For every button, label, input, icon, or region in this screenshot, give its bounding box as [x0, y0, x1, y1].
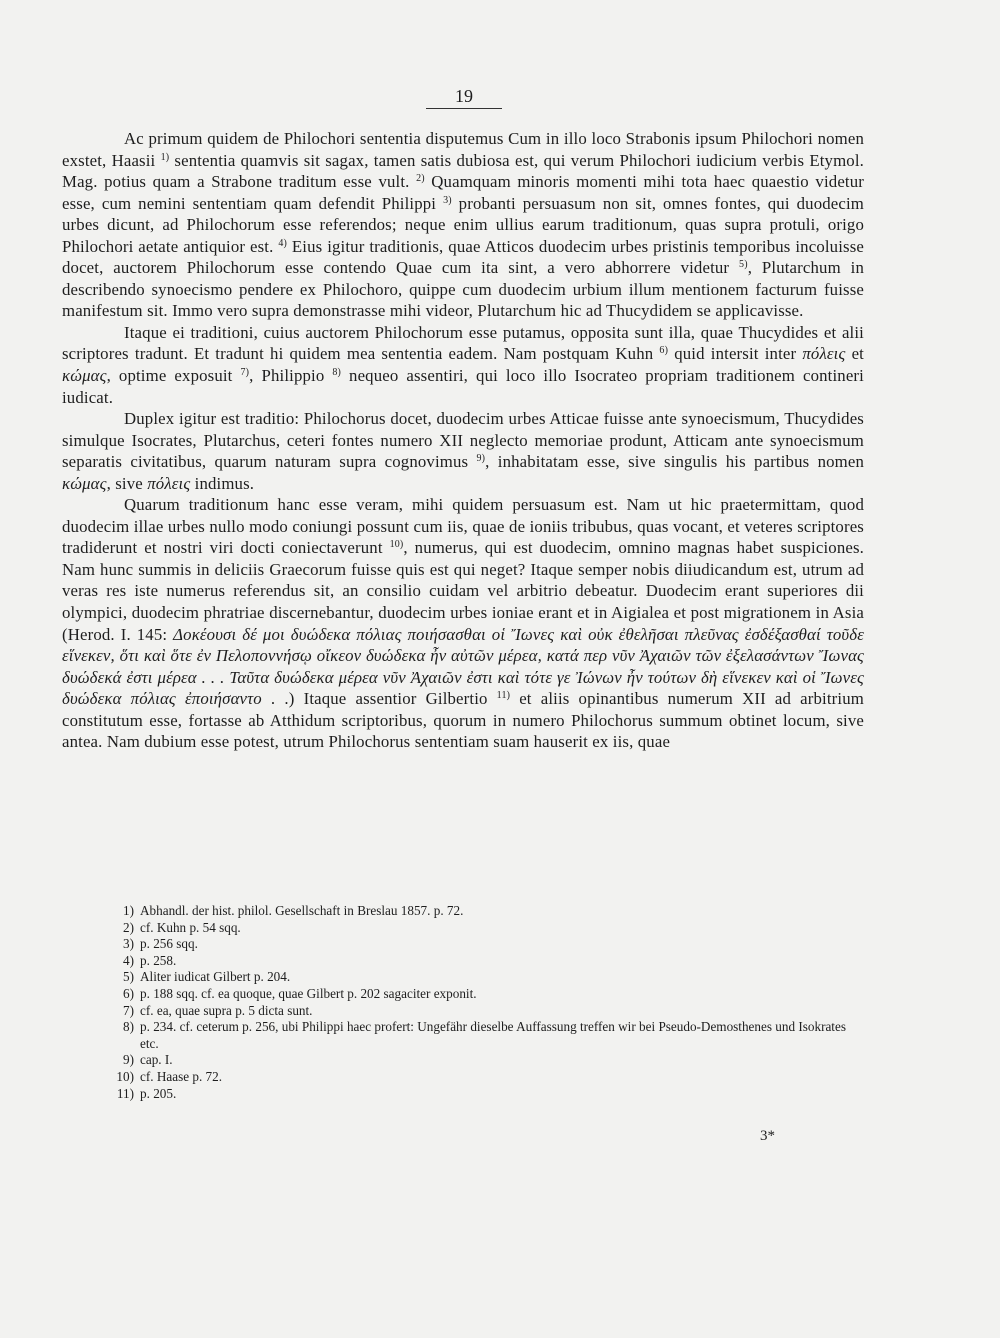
footnote	[106, 1003, 866, 1020]
text-run: quid intersit inter	[668, 344, 803, 364]
footnote	[106, 1052, 866, 1069]
footnote-reference: 6)	[659, 345, 669, 357]
body-text	[62, 128, 864, 753]
paragraph	[62, 128, 864, 322]
footnote-number: 4)	[123, 952, 134, 968]
footnote-text: Aliter iudicat Gilbert p. 204.	[140, 969, 291, 985]
greek-text: πόλεις	[802, 344, 846, 364]
text-run: , Philippio	[249, 366, 333, 386]
footnote-number: 2)	[123, 919, 134, 935]
text-run: , optime exposuit	[106, 366, 241, 386]
text-run: nequeo assentiri, qui loco illo Isocrateo propriam traditionem contineri iudicat.	[62, 366, 864, 407]
text-run: indimus.	[190, 473, 255, 493]
greek-text: κώμας	[62, 366, 107, 386]
text-run: Itaque ei traditioni, cuius auctorem Philochorum esse putamus, opposita sunt illa, quae Thucydides et alii scriptores tradunt. Et tradunt hi quidem mea sententia eadem. Nam postquam Kuhn	[62, 322, 864, 364]
text-run: et	[845, 344, 864, 364]
footnote-text: p. 188 sqq. cf. ea quoque, quae Gilbert p. 202 sagaciter exponit.	[140, 985, 477, 1001]
footnote-text: p. 258.	[140, 952, 177, 968]
footnote-text: cf. Haase p. 72.	[140, 1068, 223, 1084]
footnotes	[106, 903, 866, 1102]
footnote-text: p. 205.	[140, 1085, 177, 1101]
footnote	[106, 936, 866, 953]
footnote-reference: 5)	[739, 259, 748, 271]
page-number: 19	[426, 86, 502, 109]
text-run: Quarum traditionum hanc esse veram, mihi quidem persuasum est. Nam ut hic praetermittam, quod duodecim illae urbes nullo modo coniungi possunt cum iis, quae de ioniis tribubus, quas vocant, et veteres scriptores tradiderunt et nostri viri docti coniectaverunt	[62, 495, 864, 558]
text-run: . .) Itaque assentior Gilbertio	[261, 689, 497, 709]
footnote	[106, 953, 866, 970]
footnote-text: p. 234. cf. ceterum p. 256, ubi Philippi haec profert: Ungefähr dieselbe Auffassung treffen wir bei Pseudo-Demosthenes und Isokrates etc.	[140, 1019, 846, 1051]
footnote-text: p. 256 sqq.	[140, 936, 198, 952]
text-run: probanti persuasum non sit, omnes fontes, qui duodecim urbes dicunt, ad Philochorum esse referendos; neque enim ullius earum traditionum, quas supra protuli, origo Philochori aetate antiquior est.	[62, 193, 864, 256]
footnote-reference: 11)	[496, 690, 511, 702]
text-run: , Plutarchum in describendo synoecismo pendere ex Philochoro, quippe cum duodecim urbium illum mentionem facturum fuisse manifestum sit. Immo vero supra demonstrasse mihi videor, Plutarchum hic ad Thucydidem se applicavisse.	[62, 258, 865, 321]
footnote-text: Abhandl. der hist. philol. Gesellschaft in Breslau 1857. p. 72.	[140, 903, 464, 918]
text-run: , numerus, qui est duodecim, omnino magnas habet suspiciones. Nam hunc summis in deliciis Graecorum fuisse quis est qui neget? Itaque semper nobis diiudicandum est, utrum ad veras res iste numerus referendus sit, an consilio cuidam vel arbitrio debeatur. Duodecim erant superiores dii olympici, duodecim phratriae discernebantur, duodecim urbes ioniae erant et in Aigialea et post migrationem in Asia (Herod. I. 145:	[62, 538, 864, 644]
text-run: Eius igitur traditionis, quae Atticos duodecim urbes pristinis temporibus incoluisse docet, auctorem Philochorum esse contendo Quae cum ita sint, a vero abhorrere videtur	[62, 236, 864, 278]
footnote	[106, 920, 866, 937]
text-run: , sive	[106, 473, 148, 493]
paragraph	[62, 494, 864, 753]
signature-mark: 3*	[760, 1128, 775, 1144]
greek-text: πόλεις	[147, 473, 191, 493]
text-run: sententia quamvis sit sagax, tamen satis dubiosa est, qui verum Philochori iudicium verbis Etymol. Mag. potius quam a Strabone traditum esse vult.	[62, 150, 864, 192]
footnote-reference: 7)	[240, 367, 250, 379]
footnote-reference: 2)	[416, 173, 425, 185]
footnote	[106, 969, 866, 986]
footnote-number: 1)	[123, 903, 134, 918]
text-run: Ac primum quidem de Philochori sententia disputemus Cum in illo loco Strabonis ipsum Philochori nomen exstet, Haasii	[62, 129, 864, 170]
footnote-reference: 4)	[278, 237, 287, 249]
footnote	[106, 1086, 866, 1103]
greek-text: Δοκέουσι δέ μοι δυώδεκα πόλιας ποιήσασθαι οἱ Ἴωνες καὶ οὐκ ἐθελῆσαι πλεῦνας ἐσδέξασθαί τοῦδε εἵνεκεν, ὅτι καὶ ὅτε ἐν Πελοποννήσῳ οἴκεον δυώδεκα ἦν αὐτῶν μέρεα, κατά περ νῦν Ἀχαιῶν τῶν ἐξελασάντων Ἴωνας δυώδεκά ἐστι μέρεα . . . Ταῦτα δυώδεκα μέρεα νῦν Ἀχαιῶν ἐστι καὶ τότε γε Ἰώνων ἦν τούτων δὴ εἵνεκεν καὶ οἱ Ἴωνες δυώδεκα πόλιας ἐποιήσαντο	[62, 624, 865, 709]
footnote-number: 7)	[123, 1002, 134, 1018]
footnote-reference: 1)	[160, 151, 170, 163]
text-run: et aliis opinantibus numerum XII ad arbitrium constitutum esse, fortasse ab Atthidum scriptoribus, quorum in numero Philochorus summum obtinet locum, sive antea. Nam dubium esse potest, utrum Philochorus sententiam suam hauserit ex iis, quae	[62, 689, 864, 752]
footnote	[106, 1019, 866, 1052]
footnote	[106, 1069, 866, 1086]
footnote-number: 10)	[116, 1068, 134, 1084]
footnote-reference: 9)	[476, 453, 486, 465]
paragraph	[62, 408, 864, 494]
text-run: Quamquam minoris momenti mihi tota haec quaestio videtur esse, cum nemini sententiam quam defendit Philippi	[62, 172, 865, 213]
footnote-number: 3)	[123, 936, 134, 952]
footnote	[106, 986, 866, 1003]
footnote-reference: 3)	[443, 194, 452, 206]
text-run: Duplex igitur est traditio: Philochorus docet, duodecim urbes Atticae fuisse ante synoecismum, Thucydides simulque Isocrates, Plutarchus, ceteri fontes numero XII neglecto memoriae produnt, Atticam ante synoecismum separatis civitatibus, quarum naturam supra cognovimus	[62, 409, 864, 472]
footnote-number: 6)	[123, 985, 134, 1001]
footnote-number: 11)	[116, 1085, 134, 1101]
footnote-text: cap. I.	[140, 1052, 173, 1068]
footnote-text: cf. ea, quae supra p. 5 dicta sunt.	[140, 1002, 313, 1018]
text-run: , inhabitatam esse, sive singulis his partibus nomen	[485, 452, 865, 472]
footnote	[106, 903, 866, 920]
footnote-number: 8)	[123, 1019, 134, 1035]
footnote-text: cf. Kuhn p. 54 sqq.	[140, 919, 241, 935]
footnote-reference: 8)	[332, 367, 342, 379]
footnote-number: 5)	[123, 969, 134, 985]
footnote-number: 9)	[123, 1052, 134, 1068]
footnote-reference: 10)	[389, 539, 404, 551]
greek-text: κώμας	[62, 473, 107, 493]
paragraph	[62, 322, 864, 408]
